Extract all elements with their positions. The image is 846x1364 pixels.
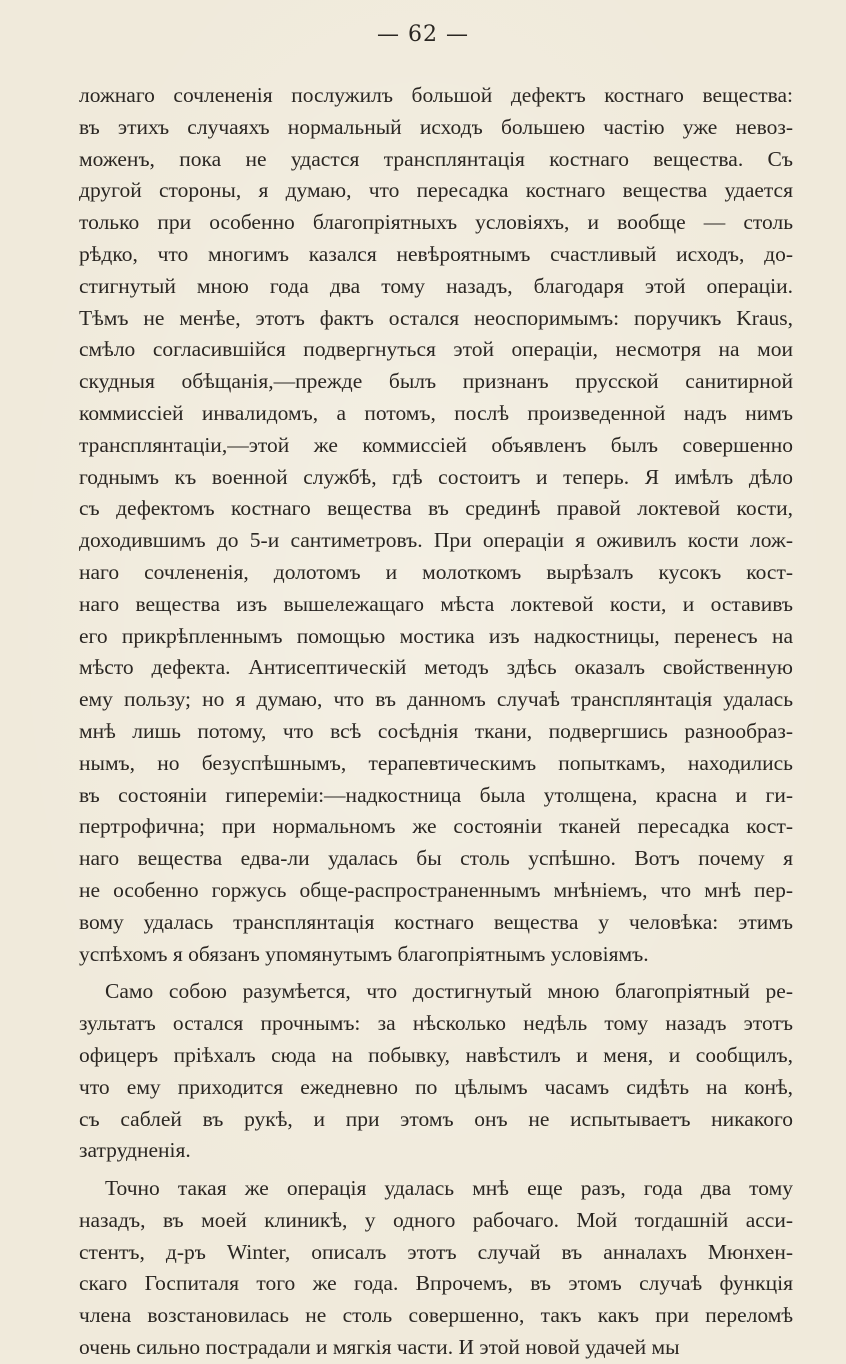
text-line: доходившимъ до 5-и сантиметровъ. При операціи я оживилъ кости лож- bbox=[79, 528, 793, 553]
text-line: пертрофична; при нормальномъ же состояніи тканей пересадка кост- bbox=[79, 814, 793, 839]
paragraph bbox=[79, 80, 793, 970]
text-line: наго вещества едва-ли удалась бы столь успѣшно. Вотъ почему я bbox=[79, 846, 793, 871]
paragraph bbox=[79, 1173, 793, 1364]
text-line: его прикрѣпленнымъ помощью мостика изъ надкостницы, перенесъ на bbox=[79, 623, 793, 648]
text-line: въ состояніи гипереміи:—надкостница была утолщена, красна и ги- bbox=[79, 782, 793, 807]
text-line: скаго Госпиталя того же года. Впрочемъ, въ этомъ случаѣ функція bbox=[79, 1271, 793, 1296]
text-line: не особенно горжусь обще-распространеннымъ мнѣніемъ, что мнѣ пер- bbox=[79, 877, 793, 902]
text-line: коммиссіей инвалидомъ, а потомъ, послѣ произведенной надъ нимъ bbox=[79, 400, 793, 425]
text-line: рѣдко, что многимъ казался невѣроятнымъ счастливый исходъ, до- bbox=[79, 241, 793, 266]
text-line: съ дефектомъ костнаго вещества въ срединѣ правой локтевой кости, bbox=[79, 496, 793, 521]
text-line: офицеръ пріѣхалъ сюда на побывку, навѣстилъ и меня, и сообщилъ, bbox=[79, 1042, 793, 1067]
text-line: моженъ, пока не удастся трансплянтація костнаго вещества. Съ bbox=[79, 146, 793, 171]
text-line: Тѣмъ не менѣе, этотъ фактъ остался неоспоримымъ: поручикъ Kraus, bbox=[79, 305, 793, 330]
text-line: стигнутый мною года два тому назадъ, благодаря этой операціи. bbox=[79, 273, 793, 298]
text-line: вому удалась трансплянтація костнаго вещества у человѣка: этимъ bbox=[79, 909, 793, 934]
text-line: наго сочлененія, долотомъ и молоткомъ вырѣзалъ кусокъ кост- bbox=[79, 559, 793, 584]
text-line: наго вещества изъ вышележащаго мѣста локтевой кости, и оставивъ bbox=[79, 591, 793, 616]
text-line: очень сильно пострадали и мягкія части. И этой новой удачей мы bbox=[79, 1335, 680, 1360]
text-line: затрудненія. bbox=[79, 1138, 191, 1163]
text-line: скудныя обѣщанія,—прежде былъ признанъ прусской санитирной bbox=[79, 369, 793, 394]
text-line: Точно такая же операція удалась мнѣ еще разъ, года два тому bbox=[105, 1176, 793, 1201]
text-line: смѣло согласившійся подвергнуться этой операціи, несмотря на мои bbox=[79, 337, 793, 362]
text-line: стентъ, д-ръ Winter, описалъ этотъ случай въ анналахъ Мюнхен- bbox=[79, 1239, 793, 1264]
text-line: успѣхомъ я обязанъ упомянутымъ благопріятнымъ условіямъ. bbox=[79, 941, 649, 966]
text-line: назадъ, въ моей клиникѣ, у одного рабочаго. Мой тогдашній асси- bbox=[79, 1207, 793, 1232]
text-line: другой стороны, я думаю, что пересадка костнаго вещества удается bbox=[79, 178, 793, 203]
text-line: мѣсто дефекта. Антисептическій методъ здѣсь оказалъ свойственную bbox=[79, 655, 793, 680]
text-line: съ саблей въ рукѣ, и при этомъ онъ не испытываетъ никакого bbox=[79, 1106, 793, 1131]
text-line: что ему приходится ежедневно по цѣлымъ часамъ сидѣть на конѣ, bbox=[79, 1074, 793, 1099]
text-line: Само собою разумѣется, что достигнутый мною благопріятный ре- bbox=[105, 979, 793, 1004]
text-line: въ этихъ случаяхъ нормальный исходъ большею частію уже невоз- bbox=[79, 114, 793, 139]
text-line: члена возстановилась не столь совершенно, такъ какъ при переломѣ bbox=[79, 1303, 793, 1328]
page-body bbox=[79, 80, 793, 1364]
paragraph bbox=[79, 976, 793, 1167]
text-line: только при особенно благопріятныхъ условіяхъ, и вообще — столь bbox=[79, 210, 793, 235]
text-line: ему пользу; но я думаю, что въ данномъ случаѣ трансплянтація удалась bbox=[79, 687, 793, 712]
text-line: трансплянтаціи,—этой же коммиссіей объявленъ былъ совершенно bbox=[79, 432, 793, 457]
page-number: — 62 — bbox=[377, 22, 469, 47]
text-line: годнымъ къ военной службѣ, гдѣ состоитъ и теперь. Я имѣлъ дѣло bbox=[79, 464, 793, 489]
text-line: ложнаго сочлененія послужилъ большой дефектъ костнаго вещества: bbox=[79, 83, 793, 107]
text-line: мнѣ лишь потому, что всѣ сосѣднія ткани, подвергшись разнообраз- bbox=[79, 718, 793, 743]
text-line: зультатъ остался прочнымъ: за нѣсколько недѣль тому назадъ этотъ bbox=[79, 1011, 793, 1036]
text-line: нымъ, но безуспѣшнымъ, терапевтическимъ попыткамъ, находились bbox=[79, 750, 793, 775]
